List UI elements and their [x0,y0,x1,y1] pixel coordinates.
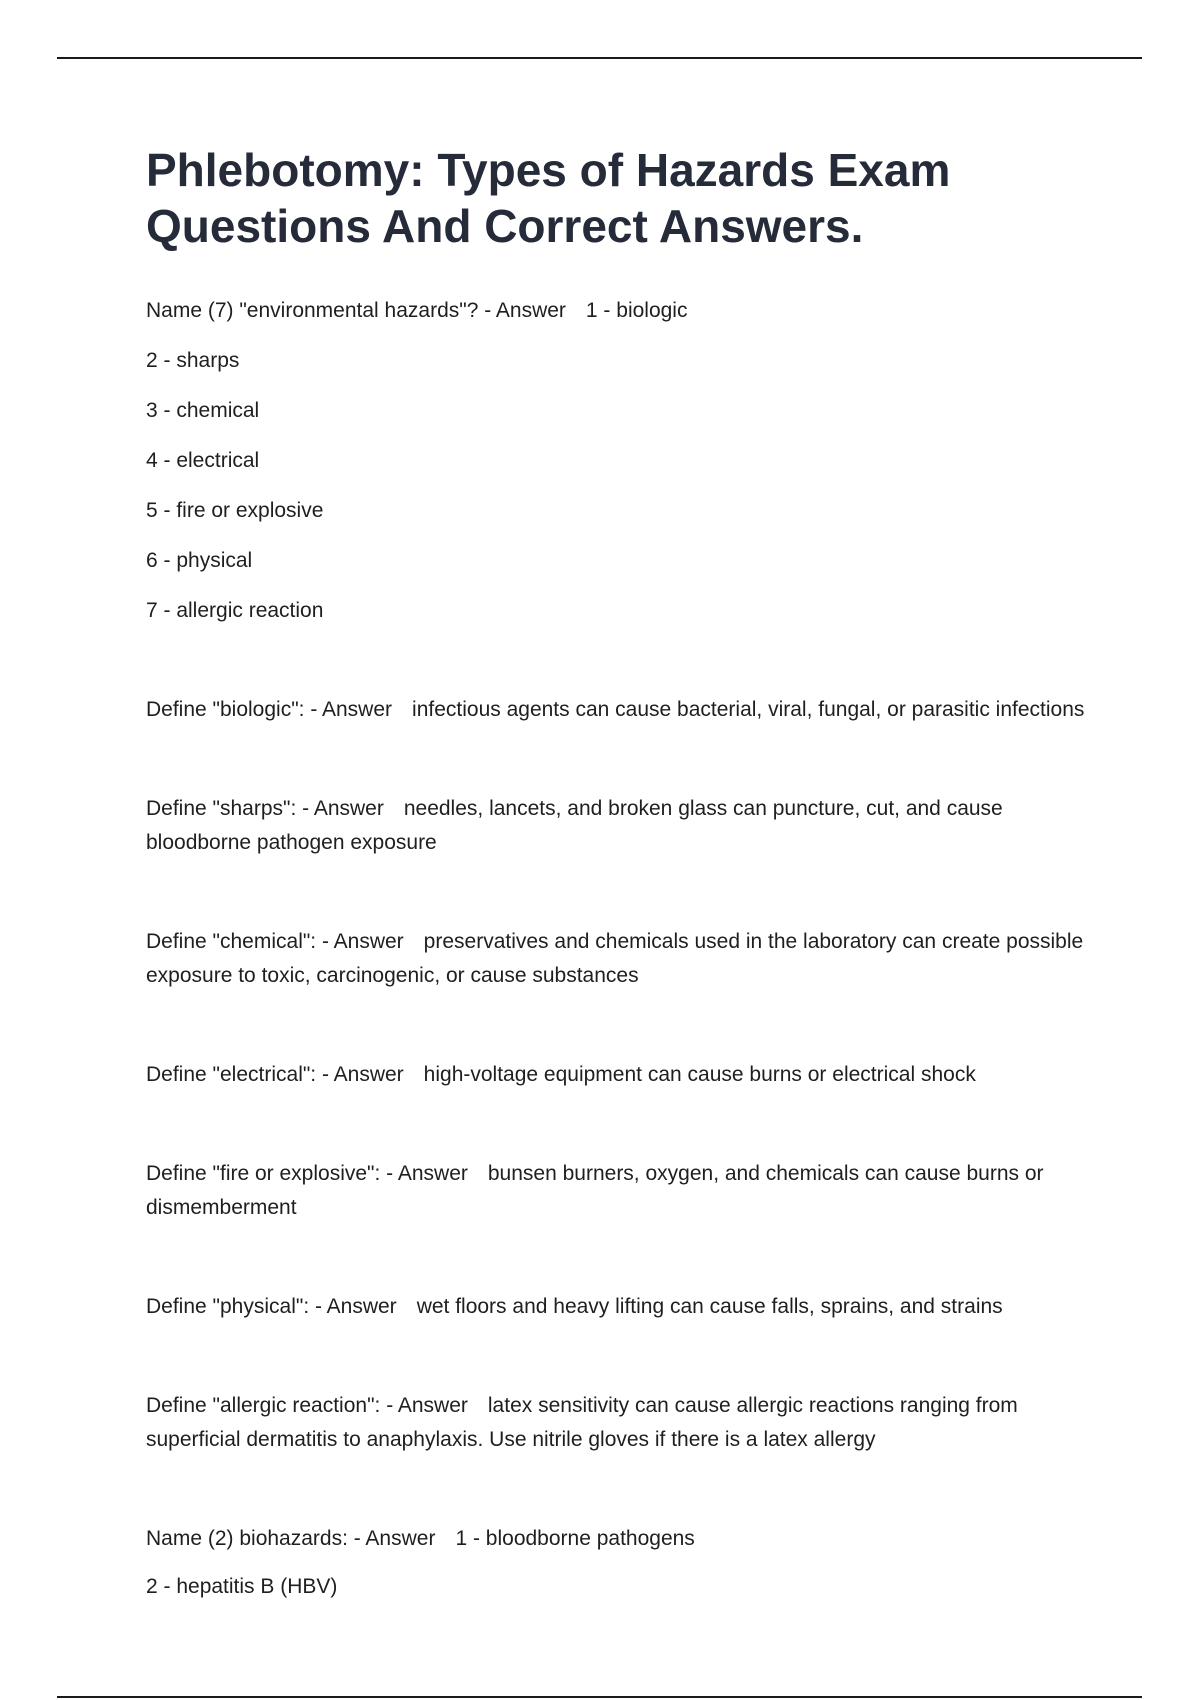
question: Name (7) "environmental hazards"? - Answer [146,299,566,322]
question: Define "allergic reaction": - Answer [146,1394,468,1417]
answer: high-voltage equipment can cause burns or electrical shock [423,1063,976,1086]
question: Define "physical": - Answer [146,1295,397,1318]
qa-entry-fire-or-explosive [146,1157,1106,1225]
title-line-2: Questions And Correct Answers. [146,200,864,252]
bottom-rule [57,1696,1142,1698]
question: Define "fire or explosive": - Answer [146,1162,468,1185]
question: Name (2) biohazards: - Answer [146,1527,436,1550]
qa-entry-chemical [146,925,1106,993]
question: Define "chemical": - Answer [146,930,404,953]
answer: wet floors and heavy lifting can cause falls, sprains, and strains [416,1295,1003,1318]
top-rule [57,57,1142,59]
qa-line [146,1522,1106,1556]
qa-entry-biohazards [146,1522,1106,1604]
qa-entry-physical [146,1290,1106,1324]
document-title [146,142,1106,254]
answer: latex sensitivity can cause allergic reactions ranging from superficial dermatitis to anaphylaxis. Use nitrile gloves if there is a latex allergy [146,1394,1018,1451]
list-item: 2 - sharps [146,349,240,372]
list-item: 3 - chemical [146,399,260,422]
question: Define "electrical": - Answer [146,1063,404,1086]
list-item: 7 - allergic reaction [146,599,324,622]
qa-entry-sharps [146,792,1106,860]
list-item: 6 - physical [146,549,253,572]
list-item: 4 - electrical [146,449,260,472]
answer: preservatives and chemicals used in the laboratory can create possible exposure to toxic, carcinogenic, or cause substances [146,930,1084,987]
answer: 1 - bloodborne pathogens [455,1527,695,1550]
document-body [146,142,1106,1604]
answer: bunsen burners, oxygen, and chemicals can cause burns or dismemberment [146,1162,1044,1219]
qa-entry-environmental-hazards [146,294,1106,628]
answer: 1 - biologic [585,299,688,322]
list-item: 2 - hepatitis B (HBV) [146,1575,338,1598]
answer: needles, lancets, and broken glass can puncture, cut, and cause bloodborne pathogen exposure [146,797,1003,854]
qa-entry-biologic [146,693,1106,727]
qa-line [146,294,1106,328]
list-item: 5 - fire or explosive [146,499,324,522]
question: Define "sharps": - Answer [146,797,384,820]
qa-entry-allergic-reaction [146,1389,1106,1457]
title-line-1: Phlebotomy: Types of Hazards Exam [146,144,951,196]
question: Define "biologic": - Answer [146,698,393,721]
answer: infectious agents can cause bacterial, viral, fungal, or parasitic infections [412,698,1085,721]
qa-entry-electrical [146,1058,1106,1092]
